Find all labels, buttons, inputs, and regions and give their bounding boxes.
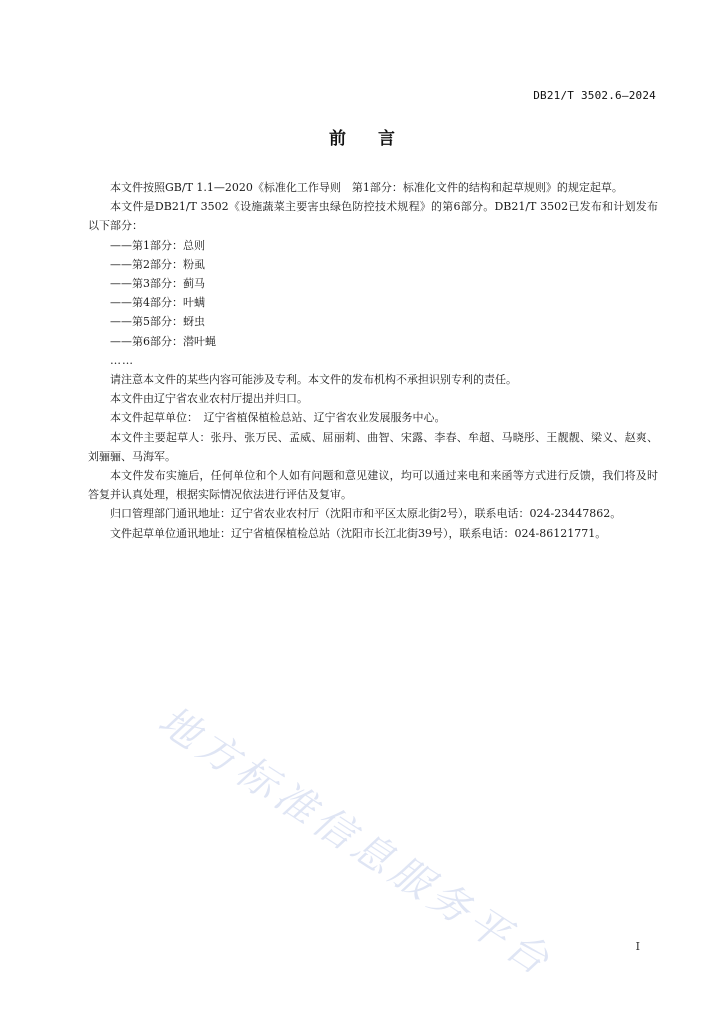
part-list-item: ——第4部分：叶螨: [110, 296, 205, 310]
paragraph-drafters: 本文件主要起草人：张丹、张万民、孟威、屈丽莉、曲智、宋露、李春、牟超、马晓彤、王靓靓、梁义、赵爽、刘骊骊、马海军。: [88, 430, 658, 463]
paragraph-patent-notice: 请注意本文件的某些内容可能涉及专利。本文件的发布机构不承担识别专利的责任。: [110, 373, 517, 387]
paragraph-series-intro: 本文件是DB21/T 3502《设施蔬菜主要害虫绿色防控技术规程》的第6部分。DB21/T 3502已发布和计划发布以下部分：: [88, 200, 658, 233]
paragraph-proposer: 本文件由辽宁省农业农村厅提出并归口。: [110, 392, 308, 406]
part-list-item: ——第6部分：潜叶蝇: [110, 334, 216, 348]
page-title: 前言: [329, 129, 427, 149]
paragraph-drafting-basis: 本文件按照GB/T 1.1—2020《标准化工作导则 第1部分：标准化文件的结构和起草规则》的规定起草。: [110, 181, 623, 194]
part-list-item: ——第3部分：蓟马: [110, 277, 205, 291]
part-list-item: ——第5部分：蚜虫: [110, 315, 205, 329]
document-body: [88, 178, 658, 543]
document-code: DB21/T 3502.6—2024: [533, 89, 656, 102]
list-ellipsis: ……: [110, 353, 134, 367]
paragraph-feedback: 本文件发布实施后，任何单位和个人如有问题和意见建议，均可以通过来电和来函等方式进行反馈，我们将及时答复并认真处理，根据实际情况依法进行评估及复审。: [88, 469, 658, 502]
part-list-item: ——第2部分：粉虱: [110, 257, 205, 271]
paragraph-authority-address: 归口管理部门通讯地址：辽宁省农业农村厅（沈阳市和平区太原北街2号），联系电话：024-23447862。: [110, 507, 622, 521]
page-number: I: [635, 940, 640, 953]
paragraph-drafter-address: 文件起草单位通讯地址：辽宁省植保植检总站（沈阳市长江北街39号），联系电话：024-86121771。: [110, 526, 607, 540]
paragraph-drafting-units: 本文件起草单位： 辽宁省植保植检总站、辽宁省农业发展服务中心。: [110, 411, 446, 425]
watermark: 地方标准信息服务平台: [150, 697, 561, 987]
part-list-item: ——第1部分：总则: [110, 238, 205, 252]
